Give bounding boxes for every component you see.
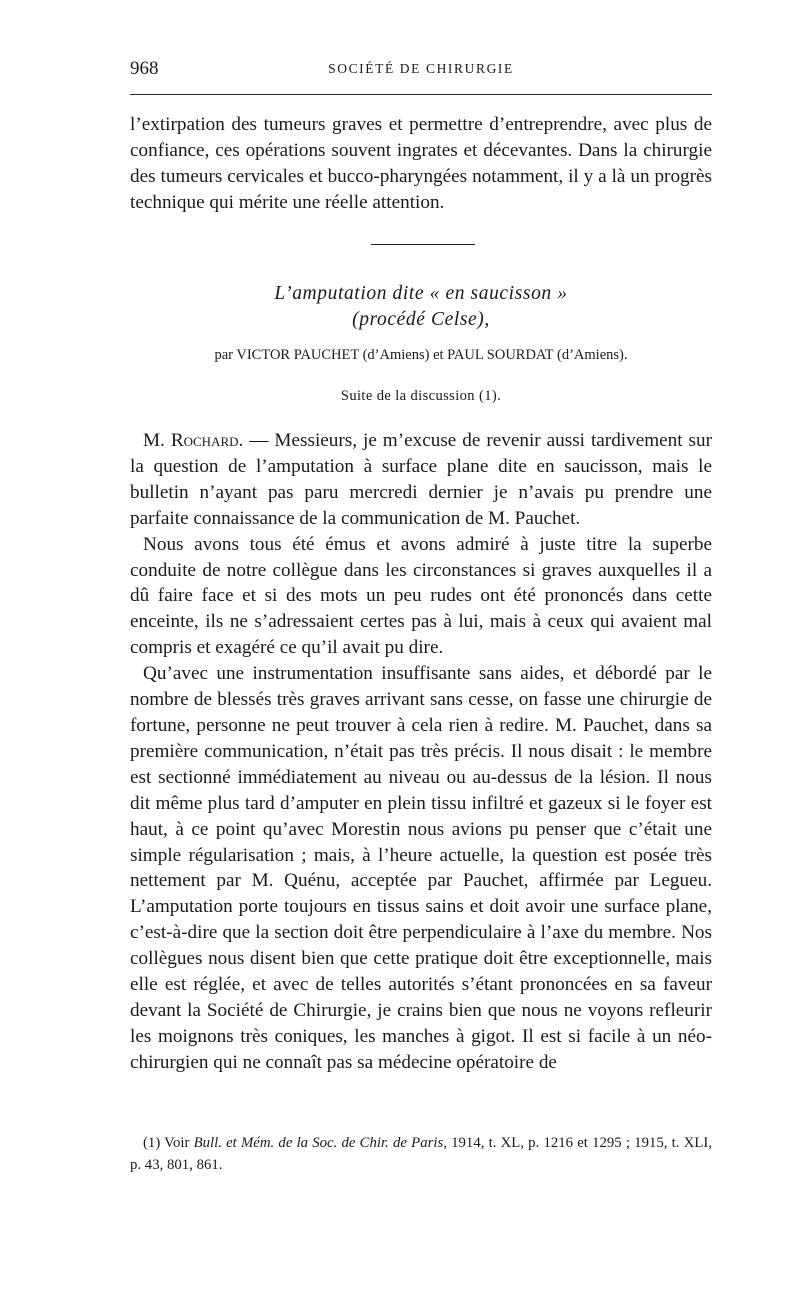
paragraph-instrumentation: Qu’avec une instrumentation insuffisante sans aides, et débordé par le nombre de blessés très graves arrivant sans cesse, on fasse une chirurgie de fortune, personne ne peut trouver à cela rien à redire. M. Pauchet, dans sa première communication, n’était pas très précis. Il nous disait : le membre est sectionné immédiatement au niveau ou au-dessus de la lésion. Il nous dit même plus tard d’amputer en plein tissu infiltré et gazeux si le foyer est haut, à ce point qu’avec Morestin nous avions pu penser que c’était une simple régularisation ; mais, à l’heure actuelle, la question est posée très nettement par M. Quénu, acceptée par Pauchet, affirmée par Legueu. L’amputation porte toujours en tissus sains et doit avoir une surface plane, c’est-à-dire que la section doit être perpendiculaire à l’axe du membre. Nos collègues nous disent bien que cette pratique doit être exceptionnelle, mais elle est réglée, et avec de telles autorités s’étant prononcées en sa faveur devant la Société de Chirurgie, je crains bien que nous ne voyons refleurir les moignons très coniques, les manches à gigot. Il est si facile à un néo-chirurgien qui ne connaît pas sa médecine opératoire de: [130, 663, 712, 1073]
paragraph-rochard-text: . — Messieurs, je m’excuse de revenir aussi tardivement sur la question de l’amputation à surface plane dite en saucisson, mais le bulletin n’ayant pas paru mercredi dernier je n’avais pu prendre une parfaite connaissance de la communication de M. Pauchet.: [130, 430, 713, 529]
speaker-name: Rochard: [170, 430, 239, 451]
footnote-journal: Bull. et Mém. de la Soc. de Chir. de Paris,: [193, 1135, 447, 1151]
running-title: SOCIÉTÉ DE CHIRURGIE: [328, 61, 514, 76]
running-header: [130, 58, 712, 82]
intro-paragraph-block: [130, 112, 712, 216]
article-title: L’amputation dite « en saucisson »: [274, 283, 568, 304]
article-byline: par VICTOR PAUCHET (d’Amiens) et PAUL SOURDAT (d’Amiens).: [214, 347, 628, 363]
paragraph-emotion: Nous avons tous été émus et avons admiré à juste titre la superbe conduite de notre collègue dans les circonstances si graves auxquelles il a dû faire face et si des mots un peu rudes ont été prononcés dans cette enceinte, ils ne s’adressaient certes pas à lui, mais à ceux qui avaient mal compris et exagéré ce qu’il avait pu dire.: [130, 533, 712, 659]
paragraph-rochard: [130, 428, 712, 532]
speaker-prefix: M.: [143, 430, 171, 451]
discussion-body: [130, 428, 712, 1076]
footnote-marker: (1) Voir: [143, 1135, 194, 1151]
header-rule: [130, 94, 712, 95]
footnote-text: [130, 1132, 712, 1176]
footnote: [130, 1132, 712, 1176]
article-subtitle: (procédé Celse),: [352, 309, 490, 330]
intro-paragraph: l’extirpation des tumeurs graves et permettre d’entreprendre, avec plus de confiance, ces opérations souvent ingrates et décevantes. Dans la chirurgie des tumeurs cervicales et bucco-pharyngées notamment, il y a là un progrès technique qui mérite une réelle attention.: [130, 114, 712, 213]
page-number: 968: [130, 58, 159, 79]
section-divider: [371, 244, 475, 245]
discussion-continuation: Suite de la discussion (1).: [340, 388, 502, 404]
footnote-reference: 1914, t. XL, p. 1216 et 1295 ; 1915, t. XLI, p. 43, 801, 861.: [130, 1135, 712, 1173]
